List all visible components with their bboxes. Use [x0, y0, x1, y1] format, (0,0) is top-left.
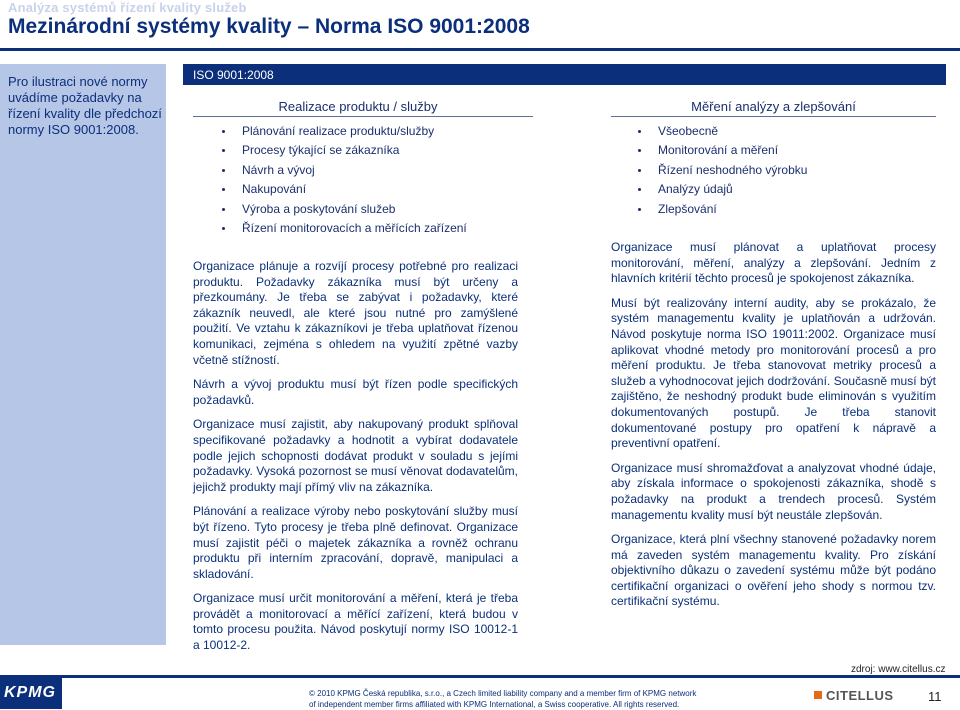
bullet-icon [222, 169, 225, 172]
paragraph: Organizace musí shromažďovat a analyzovat vhodné údaje, aby získala informace o spokojenosti zákazníka, shodě s požadavky na produkt a trendech procesů. Systém managementu kvality musí být neustále zlepšován. [611, 460, 936, 522]
paragraph: Organizace musí plánovat a uplatňovat procesy monitorování, měření, analýzy a zlepšování. Jedním z hlavních kritérií těchto procesů je spokojenost zákazníka. [611, 240, 936, 286]
kpmg-logo-text: KPMG [4, 684, 56, 701]
paragraph: Organizace plánuje a rozvíjí procesy potřebné pro realizaci produktu. Požadavky zákazníka musí být určeny a přezkoumány. Je třeba se zabývat i požadavky, které zákazník neuvedl, ale které jsou nutné pro zamýšlené použití. Ve vztahu k zákazníkovi je třeba uplatňovat řízenou komunikaci, zejména s ohledem na využití zpětné vazby včetně stížností. [193, 259, 518, 367]
right-bullet-list: Všeobecně Monitorování a měření Řízení neshodného výrobku Analýzy údajů Zlepšování [638, 124, 938, 224]
paragraph: Návrh a vývoj produktu musí být řízen podle specifických požadavků. [193, 377, 518, 407]
section-bar-label: ISO 9001:2008 [193, 68, 274, 82]
bullet-icon [222, 149, 225, 152]
side-panel [0, 64, 166, 645]
left-body-text [193, 259, 518, 663]
paragraph: Musí být realizovány interní audity, aby se prokázalo, že systém managementu kvality je uplatňován a udržován. Návod poskytuje norma ISO 19011:2002. Organizace musí aplikovat vhodné metody pro monitorování procesů a pro měření produktu. Je třeba stanovovat metriky procesů a služeb a vyhodnocovat jejich dodržování. Současně musí být zajištěno, že neshodný produkt bude eliminován s využitím dokumentovaných postupů. Je třeba stanovit dokumentované postupy pro opatření k nápravě a preventivní opatření. [611, 295, 936, 451]
section-bar [183, 64, 946, 85]
copyright-line: of independent member firms affiliated with KPMG International, a Swiss cooperative. All rights reserved. [309, 700, 680, 709]
bullet-icon [638, 188, 641, 191]
paragraph: Plánování a realizace výroby nebo poskytování služby musí být řízeno. Tyto procesy je třeba plně definovat. Organizace musí zajistit péči o majetek zákazníka a rovněž ochranu produktu při interním zpracování, dopravě, manipulaci a skladování. [193, 504, 518, 581]
source-note: zdroj: www.citellus.cz [851, 664, 946, 675]
bullet-icon [638, 149, 641, 152]
bullet-icon [222, 208, 225, 211]
page-number: 11 [928, 689, 942, 704]
footer-copyright [309, 688, 696, 710]
presentation-subtitle: Analýza systémů řízení kvality služeb [8, 0, 247, 15]
citellus-logo: CITELLUS [826, 688, 894, 703]
side-note: Pro ilustraci nové normy uvádíme požadavky na řízení kvality dle předchozí normy ISO 9001:2008. [8, 74, 162, 137]
right-column-title: Měření analýzy a zlepšování [691, 99, 856, 114]
copyright-line: © 2010 KPMG Česká republika, s.r.o., a Czech limited liability company and a member firm of KPMG network [309, 689, 697, 698]
paragraph: Organizace musí určit monitorování a měření, která je třeba provádět a monitorovací a měřící zařízení, která budou v tomto procesu použita. Návod poskytují normy ISO 10012-1 a 10012-2. [193, 591, 518, 653]
right-body-text [611, 240, 936, 619]
left-title-rule [193, 116, 533, 117]
citellus-logo-icon [814, 691, 822, 699]
left-column-title: Realizace produktu / služby [278, 99, 438, 114]
header-divider [0, 48, 960, 51]
bullet-icon [638, 130, 641, 133]
bullet-icon [222, 188, 225, 191]
bullet-icon [638, 169, 641, 172]
paragraph: Organizace, která plní všechny stanovené požadavky norem má zaveden systém managementu kvality. Pro získání objektivního důkazu o zavedení systému může být podáno certifikační organizaci o ověření jeho shody s normou tzv. certifikační systému. [611, 532, 936, 609]
paragraph: Organizace musí zajistit, aby nakupovaný produkt splňoval specifikované požadavky a hodnotit a vybírat dodavatele podle jejich schopnosti dodávat produkt v souladu s jejími požadavky. Vysoká pozornost se musí věnovat dodavatelům, jejichž produkty mají přímý vliv na zákazníka. [193, 417, 518, 494]
bullet-icon [222, 227, 225, 230]
page-title: Mezinárodní systémy kvality – Norma ISO 9001:2008 [8, 15, 530, 38]
right-title-rule [611, 116, 936, 117]
left-bullet-list: Plánování realizace produktu/služby Procesy týkající se zákazníka Návrh a vývoj Nakupování Výroba a poskytování služeb Řízení monitorovacích a měřících zařízení [222, 124, 542, 244]
bullet-icon [638, 208, 641, 211]
bullet-icon [222, 130, 225, 133]
